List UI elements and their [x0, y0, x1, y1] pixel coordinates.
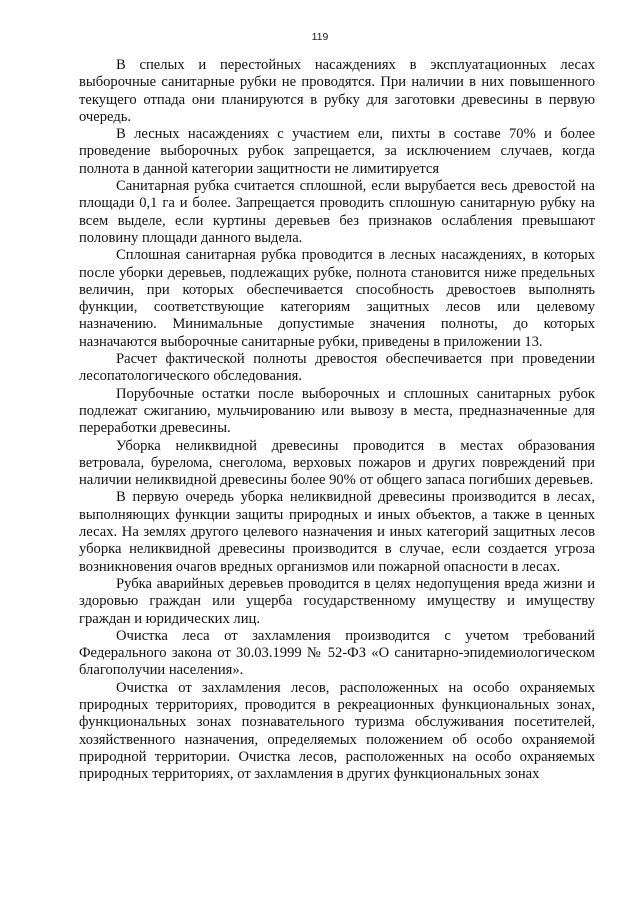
paragraph-clear-sanitary-definition: Санитарная рубка считается сплошной, если вырубается весь древостой на площади 0,1 га и более. Запрещается проводить сплошную санитарную рубку на всем выделе, если куртины деревьев без признаков ослабления превышают половину площади данного выдела. [79, 178, 595, 246]
paragraph-density-calculation: Расчет фактической полноты древостоя обеспечивается при проведении лесопатологического обследования. [79, 351, 595, 385]
paragraph-mature-stands: В спелых и перестойных насаждениях в эксплуатационных лесах выборочные санитарные рубки не проводятся. При наличии в них повышенного текущего отпада они планируются в рубку для заготовки древесины в первую очередь. [79, 57, 595, 125]
paragraph-litter-cleanup-law: Очистка леса от захламления производится с учетом требований Федерального закона от 30.03.1999 № 52-ФЗ «О санитарно-эпидемиологическом благополучии населения». [79, 627, 595, 679]
page-number: 119 [311, 31, 329, 43]
paragraph-priority-cleanup: В первую очередь уборка неликвидной древесины производится в лесах, выполняющих функции защиты природных и иных объектов, а также в ценных лесах. На землях другого целевого назначения и иных категорий защитных лесов уборка неликвидной древесины производится в случае, если создается угроза возникновения очагов вредных организмов или пожарной опасности в лесах. [79, 489, 595, 575]
paragraph-logging-residues: Порубочные остатки после выборочных и сплошных санитарных рубок подлежат сжиганию, мульчированию или вывозу в места, предназначенные для переработки древесины. [79, 385, 595, 437]
paragraph-protected-areas: Очистка от захламления лесов, расположенных на особо охраняемых природных территориях, проводится в рекреационных функциональных зонах, функциональных зонах познавательного туризма обслуживания посетителей, хозяйственного назначения, определяемых положением об особо охраняемой природной территории. Очистка лесов, расположенных на особо охраняемых природных территориях, от захламления в других функциональных зонах [79, 679, 595, 783]
paragraph-unmarketable-wood: Уборка неликвидной древесины проводится в местах образования ветровала, бурелома, снеголома, верховых пожаров и других повреждений при наличии неликвидной древесины более 90% от общего запаса погибших деревьев. [79, 437, 595, 489]
document-body [79, 57, 595, 783]
paragraph-clear-sanitary-conditions: Сплошная санитарная рубка проводится в лесных насаждениях, в которых после уборки деревьев, подлежащих рубке, полнота становится ниже предельных величин, при которых обеспечивается способность древостоев выполнять функции, соответствующие категориям защитных лесов или целевому назначению. Минимальные допустимые значения полноты, до которых назначаются выборочные санитарные рубки, приведены в приложении 13. [79, 247, 595, 350]
paragraph-hazard-trees: Рубка аварийных деревьев проводится в целях недопущения вреда жизни и здоровью граждан или ущерба государственному имуществу и имуществу граждан и юридических лиц. [79, 575, 595, 627]
paragraph-spruce-fir: В лесных насаждениях с участием ели, пихты в составе 70% и более проведение выборочных рубок запрещается, за исключением случаев, когда полнота в данной категории защитности не лимитируется [79, 126, 595, 177]
